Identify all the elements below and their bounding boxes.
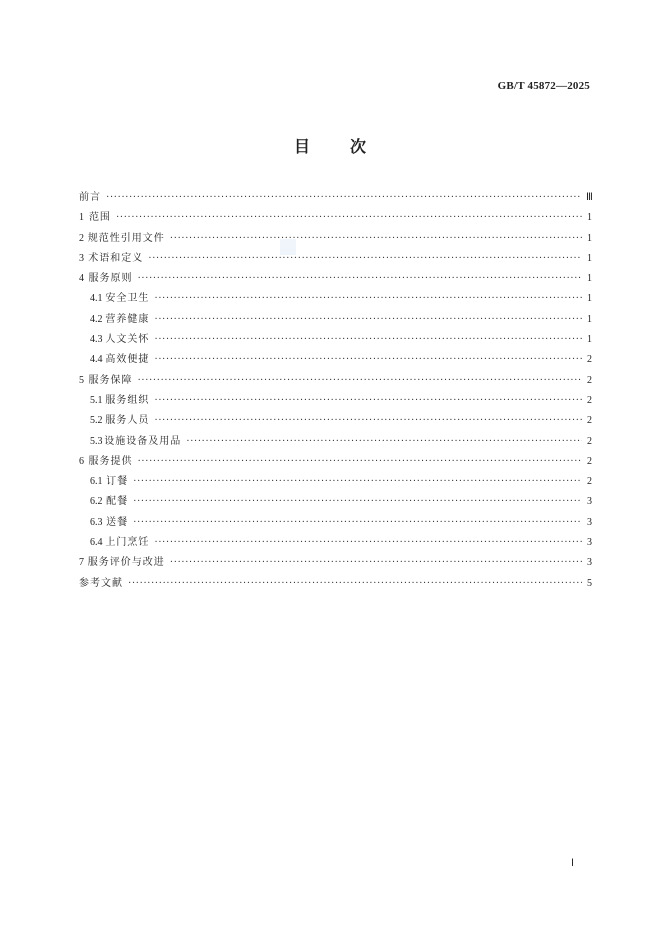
toc-entry[interactable] [79, 472, 592, 492]
dot-leader [116, 208, 582, 228]
toc-entry-label: 服务评价与改进 [87, 557, 165, 569]
toc-entry-label: 前言 [79, 192, 101, 203]
toc-entry-label: 人文关怀 [105, 334, 150, 346]
toc-entry-number: 4.3 [90, 334, 103, 346]
toc-entry-page: 5 [587, 577, 592, 589]
toc-entry[interactable] [79, 269, 592, 289]
toc-entry[interactable] [79, 574, 592, 594]
toc-entry[interactable] [79, 188, 592, 208]
toc-entry-label: 上门烹饪 [105, 537, 150, 549]
standard-code: GB/T 45872—2025 [497, 80, 590, 92]
toc-entry-label: 营养健康 [105, 313, 150, 325]
toc-entry-page: 2 [587, 476, 592, 488]
dot-leader [154, 533, 582, 553]
toc-title-char-1: 目 [293, 137, 312, 156]
dot-leader [148, 249, 582, 269]
toc-entry-number: 6.2 [90, 496, 103, 508]
toc-entry-page: 2 [587, 354, 592, 366]
dot-leader [133, 492, 582, 512]
toc-entry-page: 2 [587, 394, 592, 406]
toc-entry-number: 7 [79, 557, 84, 569]
toc-entry-page: 1 [587, 212, 592, 224]
table-of-contents [79, 188, 592, 594]
toc-entry-page: 2 [587, 435, 592, 447]
toc-entry[interactable] [79, 350, 592, 370]
toc-entry-label: 服务组织 [105, 394, 150, 406]
dot-leader [106, 188, 582, 208]
toc-entry[interactable] [79, 229, 592, 249]
toc-entry-page: 1 [587, 232, 592, 244]
toc-entry[interactable] [79, 492, 592, 512]
toc-entry-page: 1 [587, 293, 592, 305]
toc-entry[interactable] [79, 391, 592, 411]
toc-entry-label: 设施设备及用品 [104, 435, 182, 447]
toc-entry-number: 2 [79, 232, 84, 244]
toc-entry-page: 3 [587, 557, 592, 569]
toc-title-char-2: 次 [350, 137, 369, 156]
toc-entry[interactable] [79, 452, 592, 472]
toc-entry-number: 6 [79, 455, 84, 467]
toc-entry-label: 范围 [88, 212, 111, 224]
toc-entry-number: 5.2 [90, 415, 103, 427]
dot-leader [154, 350, 582, 370]
toc-entry-page: 3 [587, 516, 592, 528]
toc-entry-number: 1 [79, 212, 84, 224]
toc-entry-label: 配餐 [106, 496, 129, 508]
toc-entry-page: 1 [587, 313, 592, 325]
toc-entry-page: 1 [587, 252, 592, 264]
toc-entry[interactable] [79, 208, 592, 228]
dot-leader [154, 391, 582, 411]
toc-entry-page: Ⅲ [586, 192, 593, 203]
toc-entry-label: 术语和定义 [88, 252, 144, 264]
toc-entry-number: 4.1 [90, 293, 103, 305]
toc-entry-label: 服务提供 [88, 455, 133, 467]
toc-entry-label: 安全卫生 [105, 293, 150, 305]
toc-entry-page: 2 [587, 415, 592, 427]
dot-leader [137, 269, 582, 289]
toc-entry[interactable] [79, 513, 592, 533]
dot-leader [154, 310, 582, 330]
toc-entry-page: 3 [587, 537, 592, 549]
toc-entry-label: 服务原则 [88, 273, 133, 285]
toc-entry[interactable] [79, 310, 592, 330]
toc-entry-page: 1 [587, 273, 592, 285]
toc-entry[interactable] [79, 432, 592, 452]
toc-entry-label: 服务人员 [105, 415, 150, 427]
toc-entry-label: 高效便捷 [105, 354, 150, 366]
toc-entry-page: 3 [587, 496, 592, 508]
toc-entry-number: 6.1 [90, 476, 103, 488]
toc-entry-label: 服务保障 [88, 374, 133, 386]
toc-entry-number: 6.4 [90, 537, 103, 549]
toc-entry-number: 5.1 [90, 394, 103, 406]
toc-entry[interactable] [79, 289, 592, 309]
dot-leader [154, 330, 582, 350]
toc-entry-number: 3 [79, 252, 84, 264]
toc-entry[interactable] [79, 533, 592, 553]
dot-leader [186, 432, 582, 452]
page-number: Ⅰ [571, 858, 574, 869]
toc-entry-number: 6.3 [90, 516, 103, 528]
toc-entry-label: 订餐 [106, 476, 129, 488]
toc-entry[interactable] [79, 249, 592, 269]
dot-leader [170, 553, 582, 573]
toc-entry[interactable] [79, 330, 592, 350]
toc-entry-label: 规范性引用文件 [87, 232, 165, 244]
toc-entry-number: 4.4 [90, 354, 103, 366]
dot-leader [170, 229, 582, 249]
toc-entry-label: 送餐 [106, 516, 129, 528]
toc-entry-number: 4 [79, 273, 84, 285]
dot-leader [154, 289, 582, 309]
dot-leader [154, 411, 582, 431]
dot-leader [133, 513, 582, 533]
dot-leader [128, 574, 582, 594]
toc-entry-page: 1 [587, 334, 592, 346]
toc-entry[interactable] [79, 553, 592, 573]
toc-entry-label: 参考文献 [79, 577, 123, 589]
toc-entry-page: 2 [587, 455, 592, 467]
dot-leader [137, 371, 582, 391]
dot-leader [133, 472, 582, 492]
toc-entry-number: 5.3 [90, 435, 103, 447]
toc-entry-page: 2 [587, 374, 592, 386]
toc-entry-number: 4.2 [90, 313, 103, 325]
toc-title [0, 134, 662, 157]
dot-leader [137, 452, 582, 472]
toc-entry-number: 5 [79, 374, 84, 386]
toc-entry[interactable] [79, 371, 592, 391]
toc-entry[interactable] [79, 411, 592, 431]
